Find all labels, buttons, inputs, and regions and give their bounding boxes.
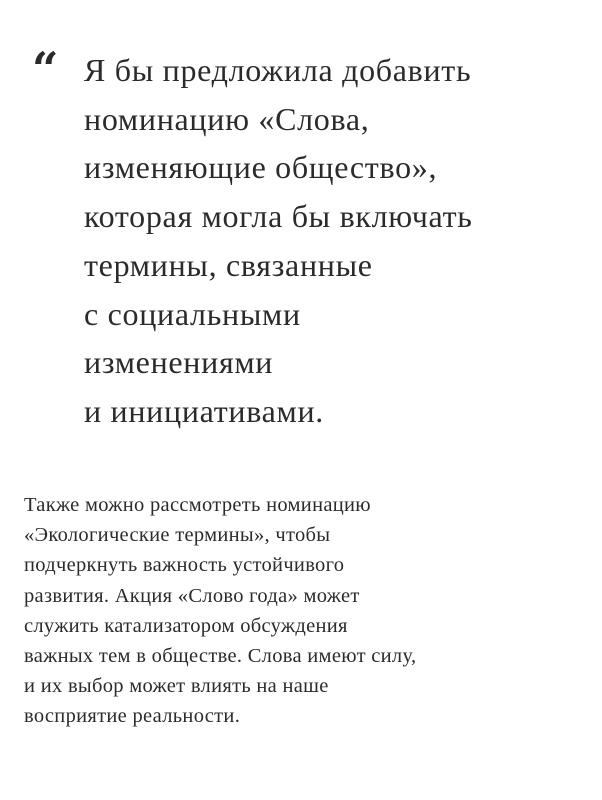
- pull-quote-text: [84, 46, 473, 436]
- quote-line: которая могла бы включать: [84, 198, 473, 235]
- body-paragraph: [24, 490, 584, 732]
- body-line: восприятие реальности.: [24, 705, 241, 728]
- body-line: служить катализатором обсуждения: [24, 614, 348, 637]
- quote-line: и инициативами.: [84, 392, 324, 429]
- body-line: важных тем в обществе. Слова имеют силу,: [24, 645, 417, 668]
- quote-line: Я бы предложила добавить: [84, 52, 472, 88]
- quote-mark-icon: “: [32, 42, 59, 96]
- body-line: развития. Акция «Слово года» может: [24, 584, 360, 607]
- quote-line: термины, связанные: [84, 246, 373, 283]
- body-line: «Экологические термины», чтобы: [24, 524, 331, 547]
- quote-line: изменениями: [84, 344, 274, 381]
- quote-line: изменяющие общество»,: [84, 149, 438, 186]
- quote-line: номинацию «Слова,: [84, 100, 370, 137]
- body-line: и их выбор может влиять на наше: [24, 675, 329, 698]
- quote-line: с социальными: [84, 295, 301, 332]
- body-line: Также можно рассмотреть номинацию: [24, 494, 371, 516]
- body-line: подчеркнуть важность устойчивого: [24, 554, 345, 577]
